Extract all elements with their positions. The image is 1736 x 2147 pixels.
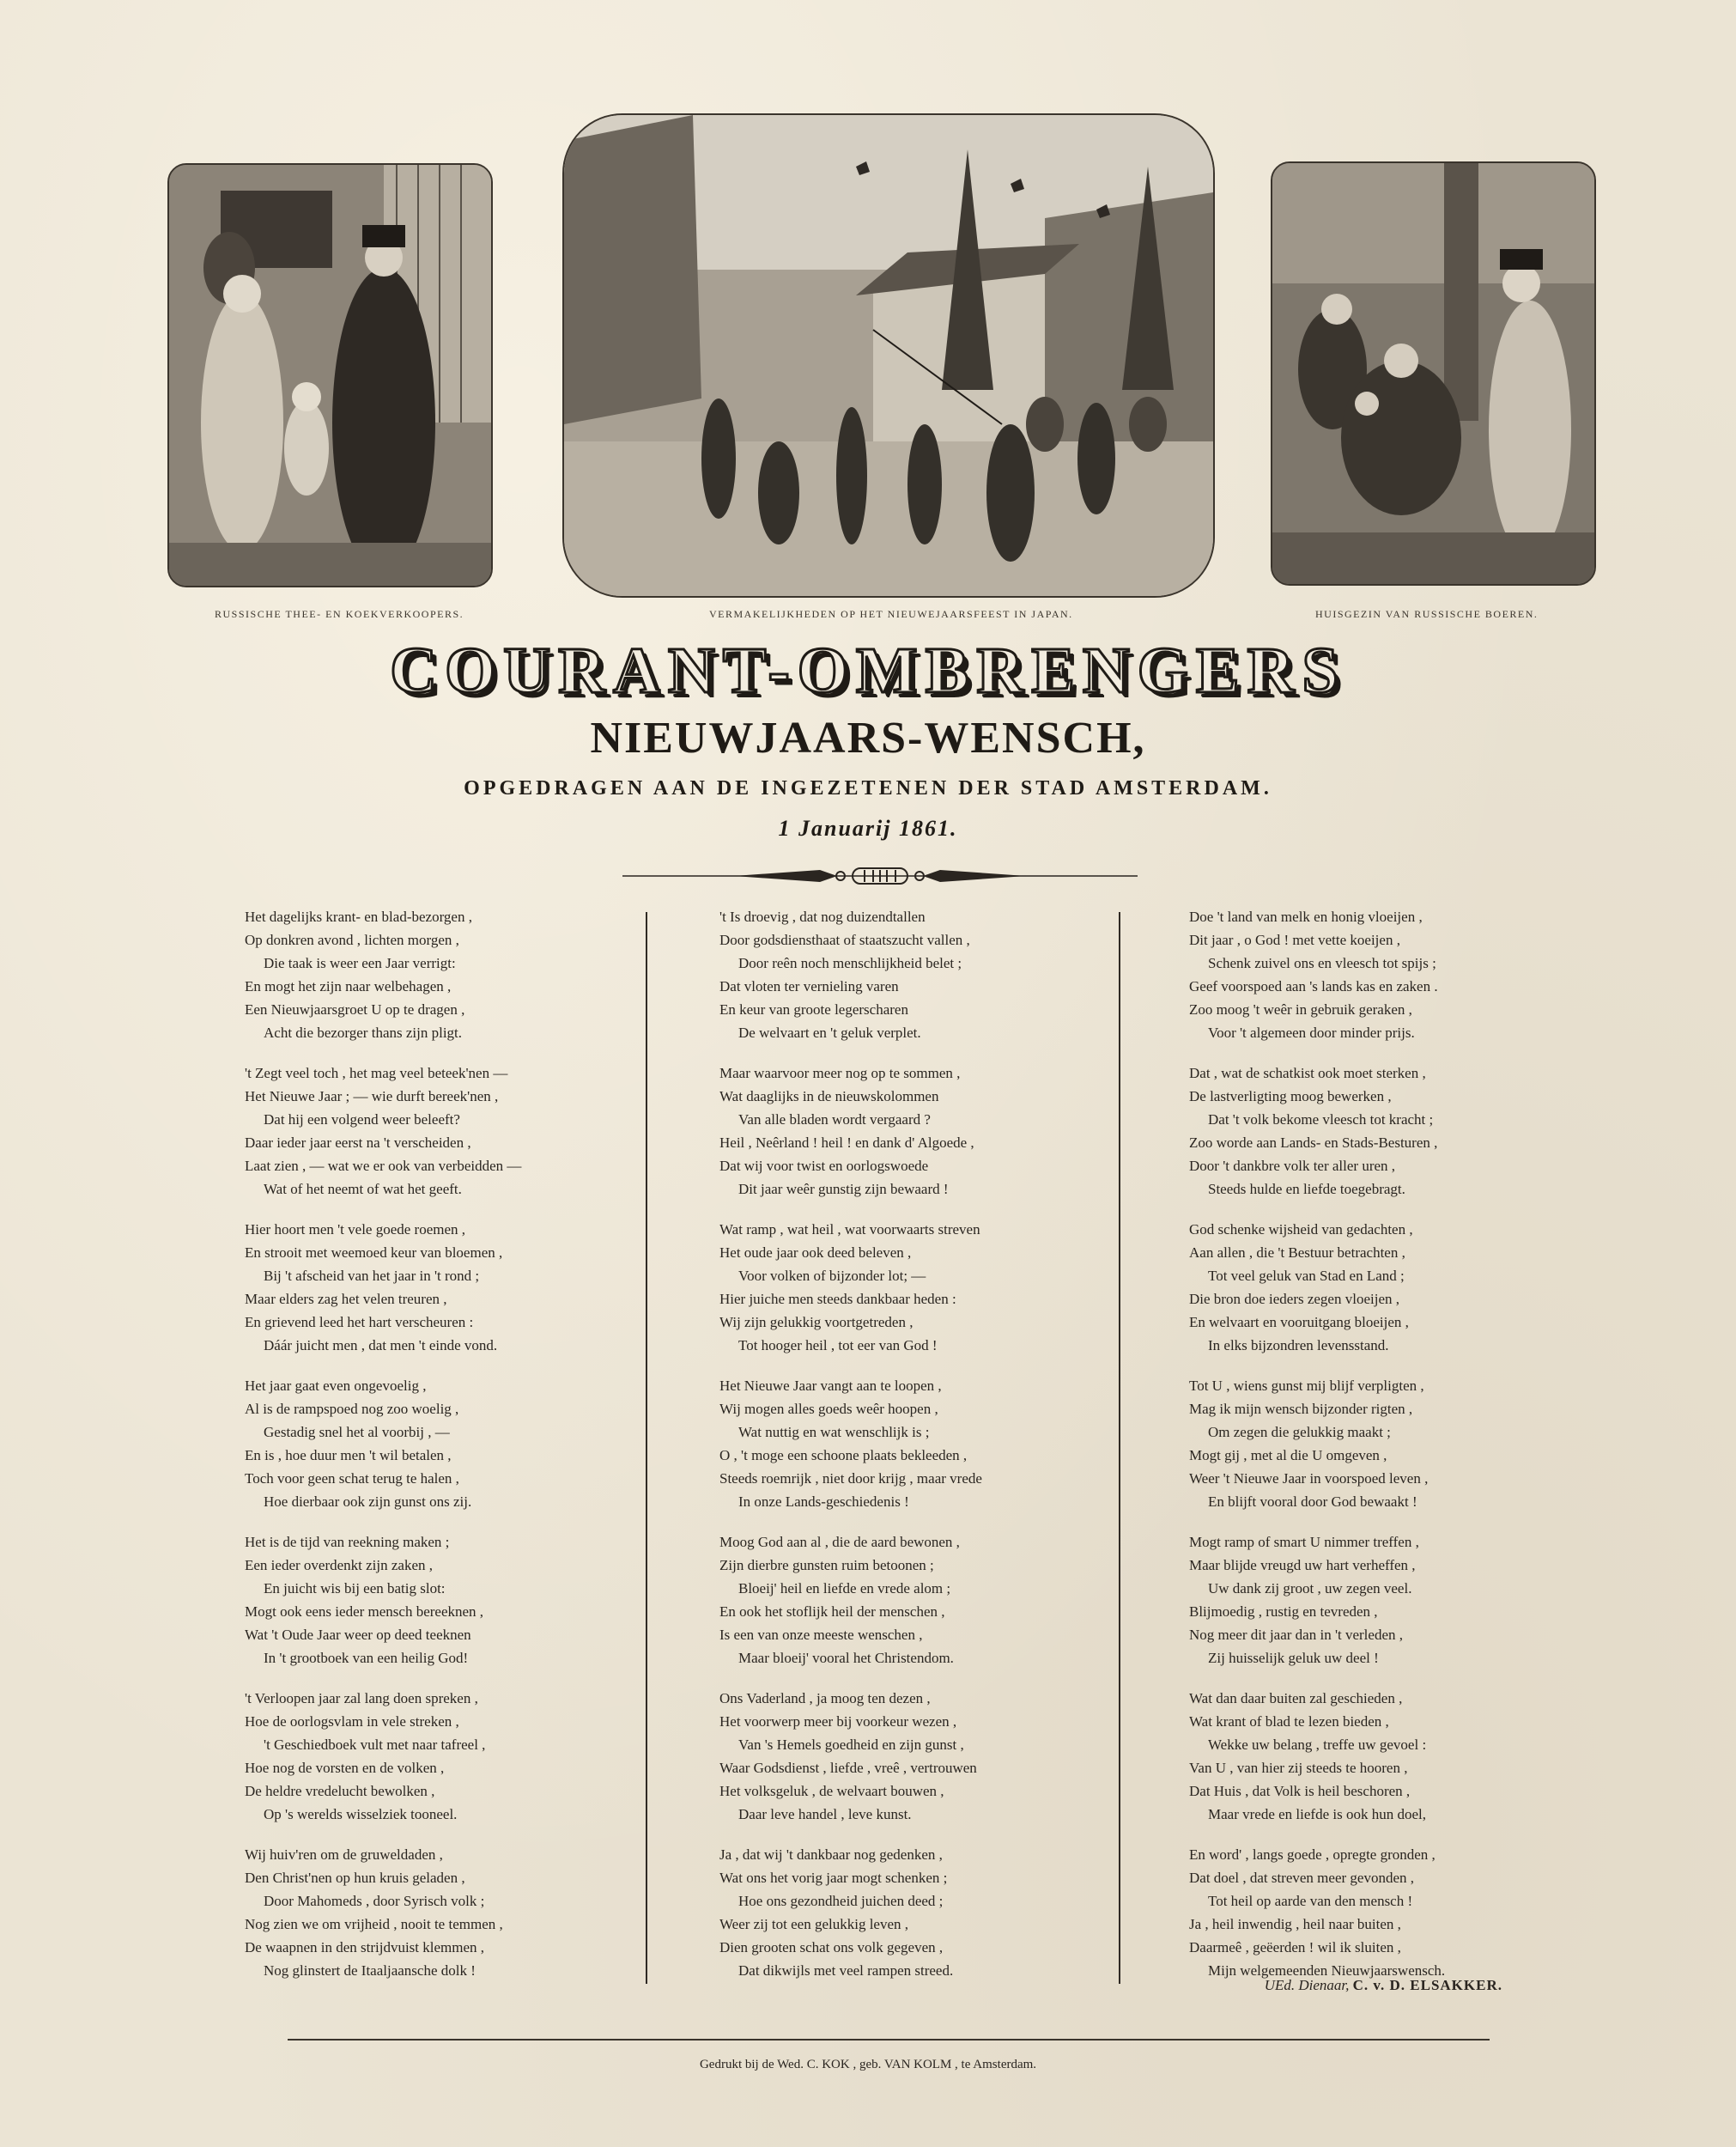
- stanza: [719, 1687, 1063, 1826]
- verse-line: Doe 't land van melk en honig vloeijen ,: [1189, 909, 1423, 925]
- verse-line: En welvaart en vooruitgang bloeijen ,: [1189, 1314, 1409, 1330]
- verse-line: Toch voor geen schat terug te halen ,: [245, 1470, 459, 1487]
- verse-line: Zoo moog 't weêr in gebruik geraken ,: [1189, 1001, 1412, 1018]
- verse-line: Wat ramp , wat heil , wat voorwaarts streven: [719, 1221, 980, 1238]
- caption-right: HUISGEZIN VAN RUSSISCHE BOEREN.: [1315, 608, 1539, 620]
- verse-line: Door Mahomeds , door Syrisch volk ;: [264, 1893, 485, 1909]
- stanza: [1189, 905, 1533, 1044]
- verse-line: Wat dan daar buiten zal geschieden ,: [1189, 1690, 1403, 1706]
- verse-line: En strooit met weemoed keur van bloemen ,: [245, 1244, 503, 1261]
- verse-line: Het voorwerp meer bij voorkeur wezen ,: [719, 1713, 957, 1730]
- verse-line: Dáár juicht men , dat men 't einde vond.: [264, 1337, 498, 1353]
- verse-line: En blijft vooral door God bewaakt !: [1208, 1493, 1417, 1510]
- stanza: [719, 1061, 1063, 1201]
- verse-line: Uw dank zij groot , uw zegen veel.: [1208, 1580, 1412, 1597]
- stanza: [1189, 1687, 1533, 1826]
- verse-line: En juicht wis bij een batig slot:: [264, 1580, 446, 1597]
- verse-line: Dit jaar weêr gunstig zijn bewaard !: [738, 1181, 949, 1197]
- verse-line: Dat doel , dat streven meer gevonden ,: [1189, 1870, 1414, 1886]
- verse-line: Moog God aan al , die de aard bewonen ,: [719, 1534, 960, 1550]
- verse-line: Nog meer dit jaar dan in 't verleden ,: [1189, 1627, 1403, 1643]
- verse-line: Zijn dierbre gunsten ruim betoonen ;: [719, 1557, 934, 1573]
- verse-line: Weer zij tot een gelukkig leven ,: [719, 1916, 909, 1932]
- verse-line: Door godsdiensthaat of staatszucht vallen ,: [719, 932, 970, 948]
- verse-line: Wat daaglijks in de nieuwskolommen: [719, 1088, 939, 1104]
- column-rule: [646, 912, 647, 1984]
- verse-line: Heil , Neêrland ! heil ! en dank d' Algoede ,: [719, 1134, 974, 1151]
- verse-line: Hoe de oorlogsvlam in vele streken ,: [245, 1713, 459, 1730]
- verse-line: Gestadig snel het al voorbij , —: [264, 1424, 450, 1440]
- verse-line: Het oude jaar ook deed beleven ,: [719, 1244, 912, 1261]
- dedication: OPGEDRAGEN AAN DE INGEZETENEN DER STAD AMSTERDAM.: [464, 777, 1272, 800]
- verse-line: Een ieder overdenkt zijn zaken ,: [245, 1557, 434, 1573]
- verse-line: Op 's werelds wisselziek tooneel.: [264, 1806, 458, 1822]
- verse-line: Blijmoedig , rustig en tevreden ,: [1189, 1603, 1378, 1620]
- stanza: [719, 1843, 1063, 1982]
- stanza: [1189, 1530, 1533, 1670]
- verse-line: En ook het stoflijk heil der menschen ,: [719, 1603, 945, 1620]
- verse-line: Hoe dierbaar ook zijn gunst ons zij.: [264, 1493, 472, 1510]
- stanza: [245, 1218, 588, 1357]
- verse-line: Maar vrede en liefde is ook hun doel,: [1208, 1806, 1426, 1822]
- verse-line: Is een van onze meeste wenschen ,: [719, 1627, 923, 1643]
- verse-line: Bloeij' heil en liefde en vrede alom ;: [738, 1580, 951, 1597]
- stanza: [245, 905, 588, 1044]
- verse-line: Dat , wat de schatkist ook moet sterken ,: [1189, 1065, 1426, 1081]
- verse-line: Wat 't Oude Jaar weer op deed teeknen: [245, 1627, 471, 1643]
- verse-line: Maar bloeij' vooral het Christendom.: [738, 1650, 954, 1666]
- verse-line: In elks bijzondren levensstand.: [1208, 1337, 1389, 1353]
- verse-line: Waar Godsdienst , liefde , vreê , vertrouwen: [719, 1760, 977, 1776]
- stanza: [245, 1530, 588, 1670]
- verse-line: Dat wij voor twist en oorlogswoede: [719, 1158, 929, 1174]
- stanza: [1189, 1843, 1533, 1982]
- verse-line: Maar blijde vreugd uw hart verheffen ,: [1189, 1557, 1416, 1573]
- verse-line: Laat zien , — wat we er ook van verbeidden —: [245, 1158, 522, 1174]
- verse-line: Dat Huis , dat Volk is heil beschoren ,: [1189, 1783, 1411, 1799]
- verse-line: De lastverligting moog bewerken ,: [1189, 1088, 1392, 1104]
- verse-line: Voor 't algemeen door minder prijs.: [1208, 1025, 1415, 1041]
- verse-line: 't Verloopen jaar zal lang doen spreken ,: [245, 1690, 478, 1706]
- verse-line: Hoe nog de vorsten en de volken ,: [245, 1760, 445, 1776]
- caption-left: RUSSISCHE THEE- EN KOEKVERKOOPERS.: [215, 608, 464, 620]
- verse-line: Den Christ'nen op hun kruis geladen ,: [245, 1870, 465, 1886]
- verse-line: Hoe ons gezondheid juichen deed ;: [738, 1893, 944, 1909]
- verse-line: Tot veel geluk van Stad en Land ;: [1208, 1268, 1405, 1284]
- verse-line: 't Zegt veel toch , het mag veel beteek'nen —: [245, 1065, 508, 1081]
- verse-line: Voor volken of bijzonder lot; —: [738, 1268, 926, 1284]
- date: 1 Januarij 1861.: [778, 816, 958, 841]
- verse-line: Het jaar gaat even ongevoelig ,: [245, 1378, 427, 1394]
- verse-line: Wij mogen alles goeds weêr hoopen ,: [719, 1401, 938, 1417]
- stanza: [719, 1530, 1063, 1670]
- verse-line: Mijn welgemeenden Nieuwjaarswensch.: [1208, 1962, 1446, 1979]
- verse-line: Ons Vaderland , ja moog ten dezen ,: [719, 1690, 931, 1706]
- verse-line: Dit jaar , o God ! met vette koeijen ,: [1189, 932, 1400, 948]
- verse-line: Die bron doe ieders zegen vloeijen ,: [1189, 1291, 1399, 1307]
- verse-line: Van 's Hemels goedheid en zijn gunst ,: [738, 1736, 964, 1753]
- caption-center: VERMAKELIJKHEDEN OP HET NIEUWEJAARSFEEST IN JAPAN.: [709, 608, 1073, 620]
- verse-line: Dien grooten schat ons volk gegeven ,: [719, 1939, 944, 1955]
- page-title: COURANT-OMBRENGERS: [390, 635, 1346, 707]
- verse-line: Wat ons het vorig jaar mogt schenken ;: [719, 1870, 948, 1886]
- verse-line: Daar leve handel , leve kunst.: [738, 1806, 912, 1822]
- verse-line: Van U , van hier zij steeds te hooren ,: [1189, 1760, 1408, 1776]
- engraving-russian-peasant-family: [1271, 161, 1596, 586]
- engraving-tea-sellers: [167, 163, 493, 587]
- stanza: [719, 1374, 1063, 1513]
- verse-line: Wat nuttig en wat wenschlijk is ;: [738, 1424, 930, 1440]
- verse-line: Tot hooger heil , tot eer van God !: [738, 1337, 938, 1353]
- verse-line: Aan allen , die 't Bestuur betrachten ,: [1189, 1244, 1405, 1261]
- verse-line: Door 't dankbre volk ter aller uren ,: [1189, 1158, 1396, 1174]
- signature-title: UEd. Dienaar,: [1264, 1977, 1350, 1993]
- poem-column-3: [1189, 905, 1533, 1999]
- verse-line: Nog zien we om vrijheid , nooit te temmen ,: [245, 1916, 503, 1932]
- verse-line: En word' , langs goede , opregte gronden ,: [1189, 1846, 1436, 1863]
- verse-line: Dat hij een volgend weer beleeft?: [264, 1111, 460, 1128]
- engraving-japan-new-year: [562, 113, 1215, 598]
- verse-line: 't Geschiedboek vult met naar tafreel ,: [264, 1736, 486, 1753]
- ornament-divider: [622, 857, 1138, 895]
- stanza: [719, 905, 1063, 1044]
- stanza: [245, 1843, 588, 1982]
- verse-line: Om zegen die gelukkig maakt ;: [1208, 1424, 1391, 1440]
- verse-line: Daar ieder jaar eerst na 't verscheiden ,: [245, 1134, 471, 1151]
- verse-line: Door reên noch menschlijkheid belet ;: [738, 955, 962, 971]
- verse-line: God schenke wijsheid van gedachten ,: [1189, 1221, 1413, 1238]
- verse-line: O , 't moge een schoone plaats bekleeden ,: [719, 1447, 968, 1463]
- verse-line: Wekke uw belang , treffe uw gevoel :: [1208, 1736, 1427, 1753]
- footer-rule: [288, 2039, 1490, 2041]
- verse-line: 't Is droevig , dat nog duizendtallen: [719, 909, 926, 925]
- subtitle: NIEUWJAARS-WENSCH,: [590, 714, 1146, 763]
- verse-line: Weer 't Nieuwe Jaar in voorspoed leven ,: [1189, 1470, 1429, 1487]
- verse-line: Van alle bladen wordt vergaard ?: [738, 1111, 931, 1128]
- verse-line: Zoo worde aan Lands- en Stads-Besturen ,: [1189, 1134, 1438, 1151]
- stanza: [245, 1061, 588, 1201]
- verse-line: Wat of het neemt of wat het geeft.: [264, 1181, 462, 1197]
- verse-line: Hier hoort men 't vele goede roemen ,: [245, 1221, 466, 1238]
- verse-line: Een Nieuwjaarsgroet U op te dragen ,: [245, 1001, 465, 1018]
- verse-line: Het dagelijks krant- en blad-bezorgen ,: [245, 909, 472, 925]
- verse-line: Geef voorspoed aan 's lands kas en zaken .: [1189, 978, 1438, 994]
- verse-line: Mag ik mijn wensch bijzonder rigten ,: [1189, 1401, 1413, 1417]
- column-rule: [1119, 912, 1120, 1984]
- verse-line: Het Nieuwe Jaar ; — wie durft bereek'nen ,: [245, 1088, 499, 1104]
- verse-line: Wij huiv'ren om de gruweldaden ,: [245, 1846, 443, 1863]
- verse-line: Wij zijn gelukkig voortgetreden ,: [719, 1314, 914, 1330]
- verse-line: Tot heil op aarde van den mensch !: [1208, 1893, 1413, 1909]
- verse-line: Ja , dat wij 't dankbaar nog gedenken ,: [719, 1846, 943, 1863]
- verse-line: Dat dikwijls met veel rampen streed.: [738, 1962, 954, 1979]
- verse-line: Zij huisselijk geluk uw deel !: [1208, 1650, 1379, 1666]
- verse-line: Schenk zuivel ons en vleesch tot spijs ;: [1208, 955, 1436, 971]
- stanza: [1189, 1218, 1533, 1357]
- verse-line: In onze Lands-geschiedenis !: [738, 1493, 909, 1510]
- verse-line: De waapnen in den strijdvuist klemmen ,: [245, 1939, 485, 1955]
- verse-line: Steeds hulde en liefde toegebragt.: [1208, 1181, 1405, 1197]
- verse-line: Bij 't afscheid van het jaar in 't rond ;: [264, 1268, 480, 1284]
- stanza: [245, 1374, 588, 1513]
- verse-line: Het is de tijd van reekning maken ;: [245, 1534, 450, 1550]
- poem-column-2: [719, 905, 1063, 1999]
- verse-line: Ja , heil inwendig , heil naar buiten ,: [1189, 1916, 1401, 1932]
- stanza: [1189, 1374, 1533, 1513]
- verse-line: De welvaart en 't geluk verplet.: [738, 1025, 921, 1041]
- verse-line: Steeds roemrijk , niet door krijg , maar vrede: [719, 1470, 982, 1487]
- verse-line: Dat vloten ter vernieling varen: [719, 978, 899, 994]
- verse-line: Tot U , wiens gunst mij blijf verpligten ,: [1189, 1378, 1424, 1394]
- verse-line: Op donkren avond , lichten morgen ,: [245, 932, 459, 948]
- verse-line: Acht die bezorger thans zijn pligt.: [264, 1025, 463, 1041]
- verse-line: Mogt ook eens ieder mensch bereeknen ,: [245, 1603, 484, 1620]
- stanza: [245, 1687, 588, 1826]
- verse-line: Mogt ramp of smart U nimmer treffen ,: [1189, 1534, 1419, 1550]
- verse-line: En keur van groote legerscharen: [719, 1001, 908, 1018]
- verse-line: Maar waarvoor meer nog op te sommen ,: [719, 1065, 961, 1081]
- verse-line: Het volksgeluk , de welvaart bouwen ,: [719, 1783, 944, 1799]
- verse-line: Die taak is weer een Jaar verrigt:: [264, 955, 456, 971]
- verse-line: En grievend leed het hart verscheuren :: [245, 1314, 474, 1330]
- verse-line: Het Nieuwe Jaar vangt aan te loopen ,: [719, 1378, 942, 1394]
- stanza: [719, 1218, 1063, 1357]
- verse-line: Hier juiche men steeds dankbaar heden :: [719, 1291, 956, 1307]
- stanza: [1189, 1061, 1533, 1201]
- verse-line: Wat krant of blad te lezen bieden ,: [1189, 1713, 1389, 1730]
- poem-column-1: [245, 905, 588, 1999]
- verse-line: Nog glinstert de Itaaljaansche dolk !: [264, 1962, 476, 1979]
- verse-line: In 't grootboek van een heilig God!: [264, 1650, 469, 1666]
- signature: [1215, 1977, 1502, 1994]
- verse-line: Al is de rampspoed nog zoo woelig ,: [245, 1401, 459, 1417]
- verse-line: En mogt het zijn naar welbehagen ,: [245, 978, 452, 994]
- verse-line: De heldre vredelucht bewolken ,: [245, 1783, 435, 1799]
- verse-line: Maar elders zag het velen treuren ,: [245, 1291, 447, 1307]
- verse-line: Daarmeê , geëerden ! wil ik sluiten ,: [1189, 1939, 1401, 1955]
- verse-line: Dat 't volk bekome vleesch tot kracht ;: [1208, 1111, 1434, 1128]
- verse-line: En is , hoe duur men 't wil betalen ,: [245, 1447, 452, 1463]
- printer-imprint: Gedrukt bij de Wed. C. KOK , geb. VAN KOLM , te Amsterdam.: [699, 2058, 1037, 2071]
- signature-name: C. v. D. ELSAKKER.: [1352, 1977, 1502, 1993]
- verse-line: Mogt gij , met al die U omgeven ,: [1189, 1447, 1387, 1463]
